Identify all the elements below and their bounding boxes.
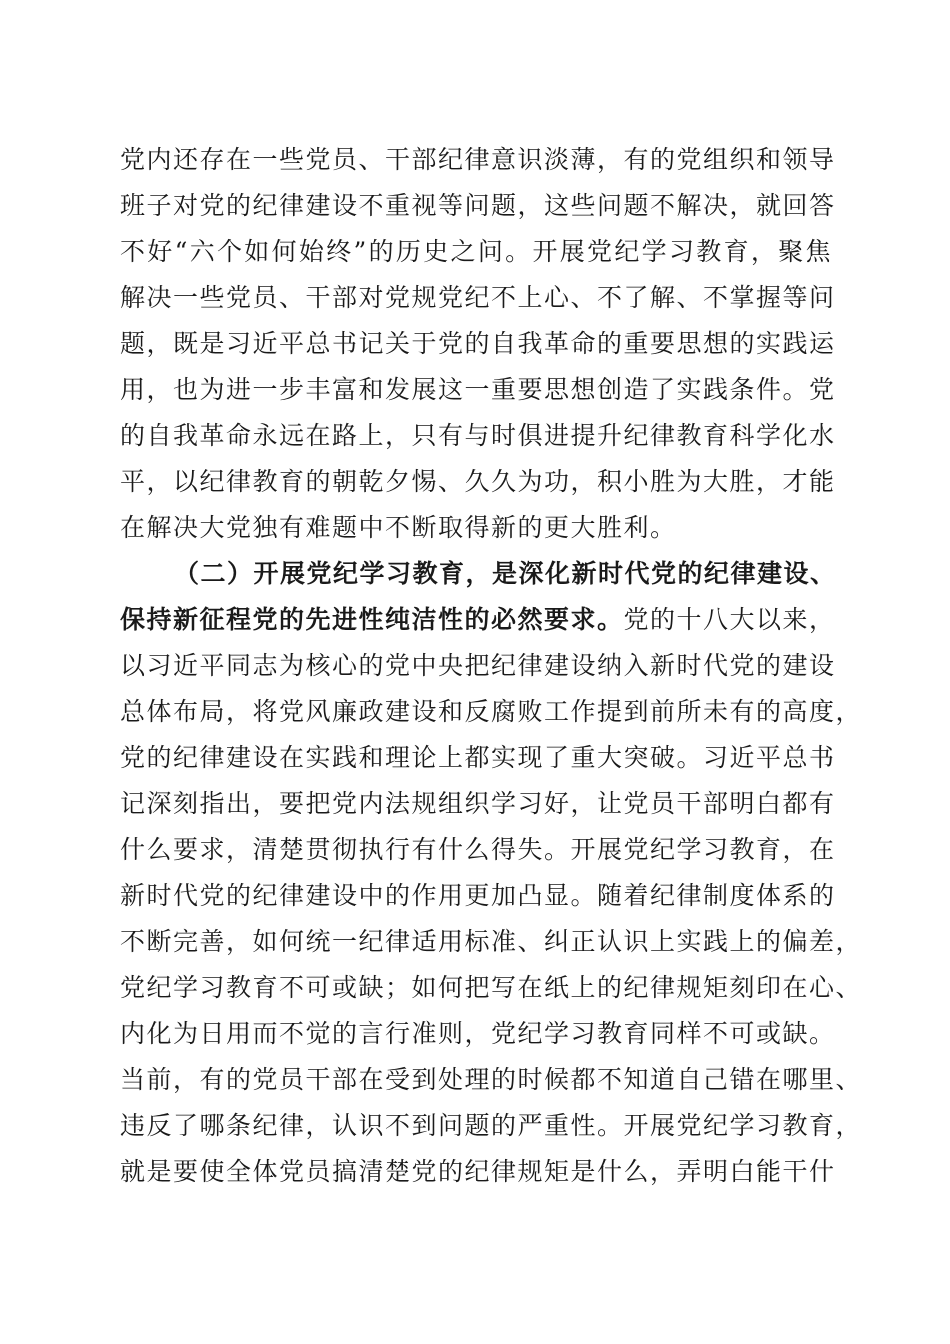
paragraph-line: 以习近平同志为核心的党中央把纪律建设纳入新时代党的建设 bbox=[120, 651, 836, 680]
paragraph-line: 解决一些党员、干部对党规党纪不上心、不了解、不掌握等问 bbox=[120, 283, 836, 312]
paragraph-line: 当前，有的党员干部在受到处理的时候都不知道自己错在哪里、 bbox=[120, 1065, 863, 1094]
paragraph-line: 用，也为进一步丰富和发展这一重要思想创造了实践条件。党 bbox=[120, 375, 836, 404]
paragraph-line: 平，以纪律教育的朝乾夕惕、久久为功，积小胜为大胜，才能 bbox=[120, 467, 836, 496]
paragraph-line: 党的纪律建设在实践和理论上都实现了重大突破。习近平总书 bbox=[120, 743, 836, 772]
section-heading-tail: 保持新征程党的先进性纯洁性的必然要求。 bbox=[120, 605, 624, 634]
paragraph-line: 不断完善，如何统一纪律适用标准、纠正认识上实践上的偏差， bbox=[120, 927, 863, 956]
mixed-line bbox=[120, 605, 836, 635]
paragraph-line: 就是要使全体党员搞清楚党的纪律规矩是什么，弄明白能干什 bbox=[120, 1157, 836, 1186]
paragraph-line: 的自我革命永远在路上，只有与时俱进提升纪律教育科学化水 bbox=[120, 421, 836, 450]
paragraph-line: 新时代党的纪律建设中的作用更加凸显。随着纪律制度体系的 bbox=[120, 881, 836, 910]
paragraph-text: 党的十八大以来， bbox=[623, 605, 836, 634]
paragraph-line: 题，既是习近平总书记关于党的自我革命的重要思想的实践运 bbox=[120, 329, 836, 358]
paragraph-line: 总体布局，将党风廉政建设和反腐败工作提到前所未有的高度， bbox=[120, 697, 863, 726]
paragraph-line: 内化为日用而不觉的言行准则，党纪学习教育同样不可或缺。 bbox=[120, 1019, 836, 1048]
paragraph-line: 在解决大党独有难题中不断取得新的更大胜利。 bbox=[120, 513, 677, 542]
paragraph-line: 记深刻指出，要把党内法规组织学习好，让党员干部明白都有 bbox=[120, 789, 836, 818]
paragraph-line: 党内还存在一些党员、干部纪律意识淡薄，有的党组织和领导 bbox=[120, 145, 836, 174]
paragraph-line: 违反了哪条纪律，认识不到问题的严重性。开展党纪学习教育， bbox=[120, 1111, 863, 1140]
paragraph-line: 党纪学习教育不可或缺；如何把写在纸上的纪律规矩刻印在心、 bbox=[120, 973, 863, 1002]
paragraph-line: 什么要求，清楚贯彻执行有什么得失。开展党纪学习教育，在 bbox=[120, 835, 836, 864]
section-heading-line: （二）开展党纪学习教育，是深化新时代党的纪律建设、 bbox=[174, 559, 837, 588]
paragraph-line: 不好“六个如何始终”的历史之问。开展党纪学习教育，聚焦 bbox=[120, 237, 832, 266]
paragraph-line: 班子对党的纪律建设不重视等问题，这些问题不解决，就回答 bbox=[120, 191, 836, 220]
